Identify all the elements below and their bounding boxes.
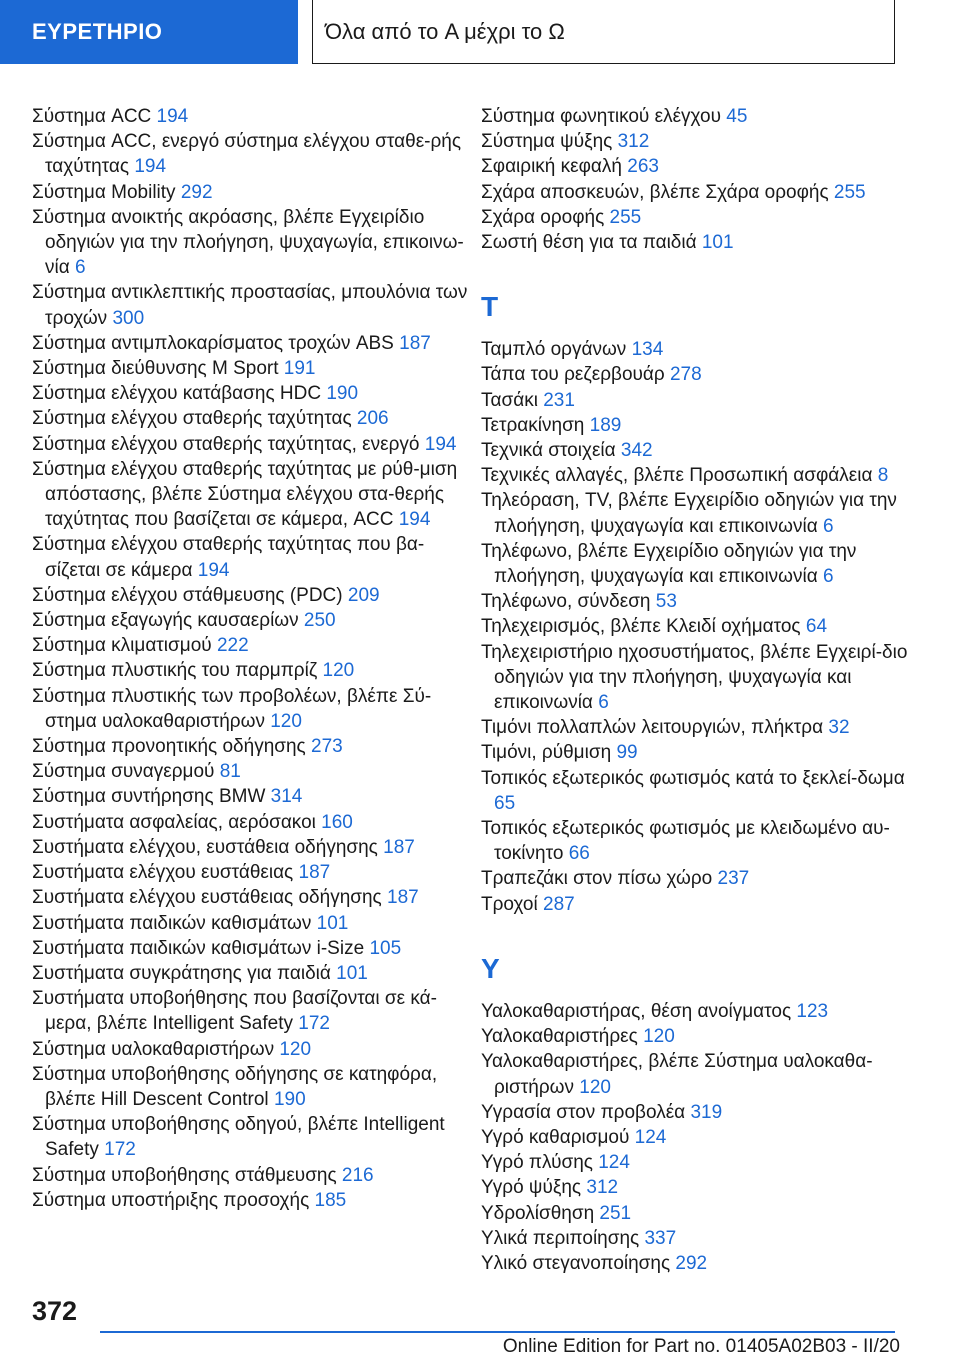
index-entry <box>481 438 921 463</box>
entry-term: Σύστημα Mobility <box>32 181 176 203</box>
index-entry <box>32 457 472 533</box>
entry-page-link[interactable]: 187 <box>383 836 415 858</box>
entry-page-link[interactable]: 64 <box>805 616 828 638</box>
entry-page-link[interactable]: 187 <box>399 332 431 354</box>
entry-page-link[interactable]: 292 <box>675 1252 708 1274</box>
entry-page-link[interactable]: 190 <box>326 383 359 405</box>
entry-page-link[interactable]: 187 <box>387 887 419 909</box>
entry-page-link[interactable]: 32 <box>828 717 850 739</box>
entry-term: Υλικά περιποίησης <box>481 1227 640 1249</box>
index-entry <box>481 362 921 387</box>
entry-term: Τοπικός εξωτερικός φωτισμός κατά το ξεκλεί-δωμα <box>481 767 905 789</box>
index-entry <box>481 1175 921 1200</box>
index-entry <box>32 331 472 356</box>
index-entry <box>481 715 921 740</box>
entry-term: Σύστημα ACC <box>32 106 152 127</box>
entry-page-link[interactable]: 194 <box>156 106 189 127</box>
index-entry <box>481 388 921 413</box>
entry-term: Τεχνικά στοιχεία <box>481 440 616 462</box>
entry-page-link[interactable]: 81 <box>219 761 241 783</box>
entry-term: Σχάρα οροφής <box>481 206 605 228</box>
entry-page-link[interactable]: 6 <box>823 566 834 588</box>
index-entry <box>32 356 472 381</box>
entry-term: Σύστημα ACC, ενεργό σύστημα ελέγχου σταθε-ρής ταχύτητας <box>32 131 462 178</box>
entry-term: Σύστημα ελέγχου σταθερής ταχύτητας <box>32 408 352 430</box>
header-title-box <box>312 0 895 64</box>
entry-page-link[interactable]: 101 <box>336 962 368 984</box>
entry-term: Συστήματα υποβοήθησης που βασίζονται σε κά-μερα, βλέπε Intelligent Safety <box>32 988 437 1035</box>
entry-term: Σύστημα υποβοήθησης στάθμευσης <box>32 1164 337 1186</box>
entry-term: Σύστημα προνοητικής οδήγησης <box>32 736 306 758</box>
entry-term: Σύστημα υποβοήθησης οδήγησης σε κατηφόρα, βλέπε Hill Descent Control <box>32 1063 438 1110</box>
entry-term: Σύστημα υποστήριξης προσοχής <box>32 1189 310 1211</box>
entry-page-link[interactable]: 172 <box>104 1139 136 1161</box>
entry-page-link[interactable]: 231 <box>543 389 575 411</box>
entry-term: Συστήματα συγκράτησης για παιδιά <box>32 962 331 984</box>
entry-page-link[interactable]: 6 <box>598 692 609 714</box>
letter-heading-y: Y <box>481 952 500 984</box>
index-entry <box>32 532 472 582</box>
index-entry <box>481 230 921 255</box>
entry-term: Τασάκι <box>481 389 538 411</box>
entry-page-link[interactable]: 319 <box>690 1101 723 1123</box>
entry-term: Σύστημα αντιμπλοκαρίσματος τροχών ABS <box>32 332 394 354</box>
index-entry <box>32 406 472 431</box>
entry-term: Συστήματα ελέγχου ευστάθειας οδήγησης <box>32 887 382 909</box>
index-entry <box>481 488 921 538</box>
index-entry <box>32 1037 472 1062</box>
index-entry <box>32 104 472 129</box>
entry-page-link[interactable]: 120 <box>270 710 302 732</box>
entry-term: Σύστημα κλιματισμού <box>32 635 212 657</box>
entry-term: Σύστημα εξαγωγής καυσαερίων <box>32 610 299 632</box>
entry-page-link[interactable]: 191 <box>283 358 316 380</box>
entry-page-link[interactable]: 99 <box>616 742 638 764</box>
entry-page-link[interactable]: 123 <box>796 1000 829 1022</box>
index-entry <box>481 154 921 179</box>
entry-page-link[interactable]: 101 <box>701 232 734 254</box>
entry-term: Σύστημα υαλοκαθαριστήρων <box>32 1038 275 1060</box>
index-entry <box>481 892 921 917</box>
entry-term: Τροχοί <box>481 893 538 915</box>
entry-page-link[interactable]: 263 <box>627 156 659 178</box>
index-entry <box>481 205 921 230</box>
entry-term: Τοπικός εξωτερικός φωτισμός με κλειδωμένο αυ-τοκίνητο <box>481 818 890 865</box>
entry-term: Τετρακίνηση <box>481 414 585 436</box>
entry-page-link[interactable]: 251 <box>599 1202 632 1224</box>
entry-page-link[interactable]: 8 <box>877 465 889 487</box>
entry-term: Συστήματα ελέγχου ευστάθειας <box>32 862 294 884</box>
index-entry <box>481 104 921 129</box>
entry-page-link[interactable]: 66 <box>568 843 590 865</box>
entry-term: Υαλοκαθαριστήρες <box>481 1026 638 1048</box>
entry-term: Υαλοκαθαριστήρας, θέση ανοίγματος <box>481 1000 792 1022</box>
index-entry <box>32 1163 472 1188</box>
index-entry <box>481 180 921 205</box>
entry-term: Υγρασία στον προβολέα <box>481 1101 686 1123</box>
index-entry <box>481 539 921 589</box>
index-entry <box>481 589 921 614</box>
entry-term: Τηλέφωνο, σύνδεση <box>481 591 651 613</box>
entry-term: Σύστημα διεύθυνσης M Sport <box>32 358 279 380</box>
entry-term: Σύστημα ελέγχου κατάβασης HDC <box>32 383 322 405</box>
entry-page-link[interactable]: 287 <box>543 893 575 915</box>
entry-page-link[interactable]: 194 <box>424 433 457 455</box>
index-entry <box>481 740 921 765</box>
entry-page-link[interactable]: 45 <box>726 106 748 127</box>
index-entry <box>32 633 472 658</box>
index-entry <box>481 1150 921 1175</box>
index-entry <box>32 759 472 784</box>
index-entry <box>481 816 921 866</box>
entry-term: Τιμόνι πολλαπλών λειτουργιών, πλήκτρα <box>481 717 824 739</box>
entry-page-link[interactable]: 300 <box>112 307 145 329</box>
section-tab-label: ΕΥΡΕΤΗΡΙΟ <box>32 19 163 44</box>
entry-page-link[interactable]: 120 <box>579 1076 611 1098</box>
entry-term: Σύστημα αντικλεπτικής προστασίας, μπουλόνια των τροχών <box>32 282 468 329</box>
entry-page-link[interactable]: 101 <box>316 912 349 934</box>
entry-page-link[interactable]: 6 <box>75 257 86 279</box>
entry-page-link[interactable]: 250 <box>303 610 336 632</box>
entry-page-link[interactable]: 206 <box>356 408 389 430</box>
index-entry <box>481 337 921 362</box>
index-entry <box>32 608 472 633</box>
entry-page-link[interactable]: 312 <box>586 1177 619 1199</box>
index-entry <box>32 860 472 885</box>
index-entry <box>481 1125 921 1150</box>
index-entry <box>481 1049 921 1099</box>
entry-term: Υδρολίσθηση <box>481 1202 595 1224</box>
entry-page-link[interactable]: 222 <box>216 635 249 657</box>
index-entry <box>32 658 472 683</box>
entry-term: Τηλεόραση, TV, βλέπε Εγχειρίδιο οδηγιών για την πλοήγηση, ψυχαγωγία και επικοινωνία <box>481 490 897 537</box>
entry-term: Σωστή θέση για τα παιδιά <box>481 232 697 254</box>
entry-term: Υγρό καθαρισμού <box>481 1126 630 1148</box>
entry-page-link[interactable]: 185 <box>314 1189 347 1211</box>
entry-term: Συστήματα παιδικών καθισμάτων <box>32 912 312 934</box>
entry-page-link[interactable]: 120 <box>322 660 355 682</box>
entry-page-link[interactable]: 65 <box>494 792 516 814</box>
entry-page-link[interactable]: 189 <box>589 414 622 436</box>
index-entry <box>481 1024 921 1049</box>
footer-divider <box>100 1331 895 1333</box>
index-group-y <box>481 999 921 1276</box>
index-entry <box>32 381 472 406</box>
index-column-left <box>32 104 472 1213</box>
index-entry <box>481 640 921 716</box>
entry-term: Σύστημα ελέγχου σταθερής ταχύτητας που βα-σίζεται σε κάμερα <box>32 534 425 581</box>
entry-page-link[interactable]: 124 <box>634 1126 667 1148</box>
entry-page-link[interactable]: 342 <box>620 440 653 462</box>
index-entry <box>481 1251 921 1276</box>
index-entry <box>481 463 921 488</box>
entry-page-link[interactable]: 194 <box>197 559 230 581</box>
index-entry <box>481 413 921 438</box>
entry-term: Σχάρα αποσκευών, βλέπε Σχάρα οροφής <box>481 181 829 203</box>
entry-term: Σύστημα ανοικτής ακρόασης, βλέπε Εγχειρίδιο οδηγιών για την πλοήγηση, ψυχαγωγία, επικοινω-νία <box>32 206 464 279</box>
entry-page-link[interactable]: 187 <box>298 862 331 884</box>
entry-term: Σύστημα συντήρησης BMW <box>32 786 266 808</box>
index-entry <box>481 999 921 1024</box>
entry-term: Συστήματα ασφαλείας, αερόσακοι <box>32 811 316 833</box>
entry-term: Σύστημα συναγερμού <box>32 761 215 783</box>
entry-page-link[interactable]: 312 <box>617 131 650 153</box>
entry-term: Τηλέφωνο, βλέπε Εγχειρίδιο οδηγιών για την πλοήγηση, ψυχαγωγία και επικοινωνία <box>481 540 857 588</box>
page-number: 372 <box>32 1296 78 1326</box>
entry-term: Υγρό ψύξης <box>481 1177 582 1199</box>
entry-page-link[interactable]: 237 <box>717 868 750 890</box>
entry-term: Σύστημα ψύξης <box>481 131 613 153</box>
index-entry <box>32 936 472 961</box>
entry-page-link[interactable]: 6 <box>823 515 834 537</box>
index-entry <box>32 280 472 330</box>
entry-term: Συστήματα παιδικών καθισμάτων i-Size <box>32 937 365 959</box>
entry-page-link[interactable]: 255 <box>609 206 642 228</box>
index-entry <box>32 986 472 1036</box>
index-group-s <box>481 104 921 255</box>
index-entry <box>32 1188 472 1213</box>
entry-page-link[interactable]: 105 <box>369 937 402 959</box>
entry-page-link[interactable]: 194 <box>398 509 431 531</box>
entry-page-link[interactable]: 194 <box>134 156 167 178</box>
index-entry <box>32 911 472 936</box>
page-title: Όλα από το A μέχρι το Ω <box>325 18 565 44</box>
index-entry <box>32 583 472 608</box>
index-entry <box>481 766 921 816</box>
letter-heading-t: T <box>481 291 499 323</box>
entry-term: Σφαιρική κεφαλή <box>481 156 622 178</box>
index-entry <box>32 180 472 205</box>
entry-term: Σύστημα ελέγχου σταθερής ταχύτητας, ενεργό <box>32 433 420 455</box>
index-entry <box>32 684 472 734</box>
index-entry <box>481 1100 921 1125</box>
index-entry <box>32 129 472 179</box>
index-entry <box>32 1112 472 1162</box>
entry-page-link[interactable]: 120 <box>643 1026 675 1048</box>
entry-term: Σύστημα ελέγχου στάθμευσης (PDC) <box>32 584 343 606</box>
index-column-right <box>481 104 921 1276</box>
index-entry <box>32 835 472 860</box>
index-entry <box>32 784 472 809</box>
entry-term: Σύστημα πλυστικής του παρμπρίζ <box>32 660 318 682</box>
entry-term: Συστήματα ελέγχου, ευστάθεια οδήγησης <box>32 836 378 858</box>
entry-page-link[interactable]: 190 <box>273 1088 306 1110</box>
index-entry <box>481 866 921 891</box>
entry-term: Σύστημα φωνητικού ελέγχου <box>481 106 721 127</box>
footer-edition: Online Edition for Part no. 01405A02B03 - II/20 <box>502 1336 900 1357</box>
index-entry <box>32 734 472 759</box>
index-entry <box>32 1062 472 1112</box>
entry-term: Τηλεχειρισμός, βλέπε Κλειδί οχήματος <box>481 616 801 638</box>
index-entry <box>32 885 472 910</box>
entry-page-link[interactable]: 160 <box>321 811 353 833</box>
entry-term: Ταμπλό οργάνων <box>481 339 627 361</box>
entry-term: Σύστημα πλυστικής των προβολέων, βλέπε Σύ-στημα υαλοκαθαριστήρων <box>32 685 432 732</box>
entry-term: Τηλεχειριστήριο ηχοσυστήματος, βλέπε Εγχειρί-διο οδηγιών για την πλοήγηση, ψυχαγωγία και επικοινωνία <box>481 641 908 714</box>
entry-page-link[interactable]: 53 <box>655 591 677 613</box>
entry-page-link[interactable]: 278 <box>669 364 702 386</box>
entry-term: Τραπεζάκι στον πίσω χώρο <box>481 868 713 890</box>
index-entry <box>32 205 472 281</box>
entry-page-link[interactable]: 273 <box>311 736 343 758</box>
entry-page-link[interactable]: 337 <box>644 1227 677 1249</box>
entry-term: Υαλοκαθαριστήρες, βλέπε Σύστημα υαλοκαθα-ριστήρων <box>481 1051 873 1098</box>
index-group-t <box>481 337 921 917</box>
entry-page-link[interactable]: 209 <box>347 584 380 606</box>
index-entry <box>481 614 921 639</box>
entry-term: Σύστημα ελέγχου σταθερής ταχύτητας με ρύθ-μιση απόστασης, βλέπε Σύστημα ελέγχου στα-θερής ταχύτητας που βασίζεται σε κάμερα, ACC <box>32 458 458 531</box>
entry-page-link[interactable]: 124 <box>598 1152 630 1174</box>
entry-term: Υγρό πλύσης <box>481 1152 593 1174</box>
entry-page-link[interactable]: 292 <box>180 181 213 203</box>
index-entry <box>481 129 921 154</box>
entry-term: Τιμόνι, ρύθμιση <box>481 742 612 764</box>
entry-page-link[interactable]: 172 <box>298 1013 330 1035</box>
entry-term: Σύστημα υποβοήθησης οδηγού, βλέπε Intelligent Safety <box>32 1114 445 1161</box>
index-entry <box>32 432 472 457</box>
entry-term: Υλικό στεγανοποίησης <box>481 1252 671 1274</box>
index-entry <box>481 1226 921 1251</box>
entry-term: Τεχνικές αλλαγές, βλέπε Προσωπική ασφάλεια <box>481 465 873 487</box>
index-entry <box>32 810 472 835</box>
entry-term: Τάπα του ρεζερβουάρ <box>481 364 665 386</box>
entry-page-link[interactable]: 134 <box>631 339 664 361</box>
entry-page-link[interactable]: 314 <box>270 786 303 808</box>
entry-page-link[interactable]: 255 <box>833 181 866 203</box>
entry-page-link[interactable]: 216 <box>341 1164 374 1186</box>
index-entry <box>481 1201 921 1226</box>
entry-page-link[interactable]: 120 <box>279 1038 312 1060</box>
section-tab[interactable] <box>0 0 298 64</box>
index-entry <box>32 961 472 986</box>
